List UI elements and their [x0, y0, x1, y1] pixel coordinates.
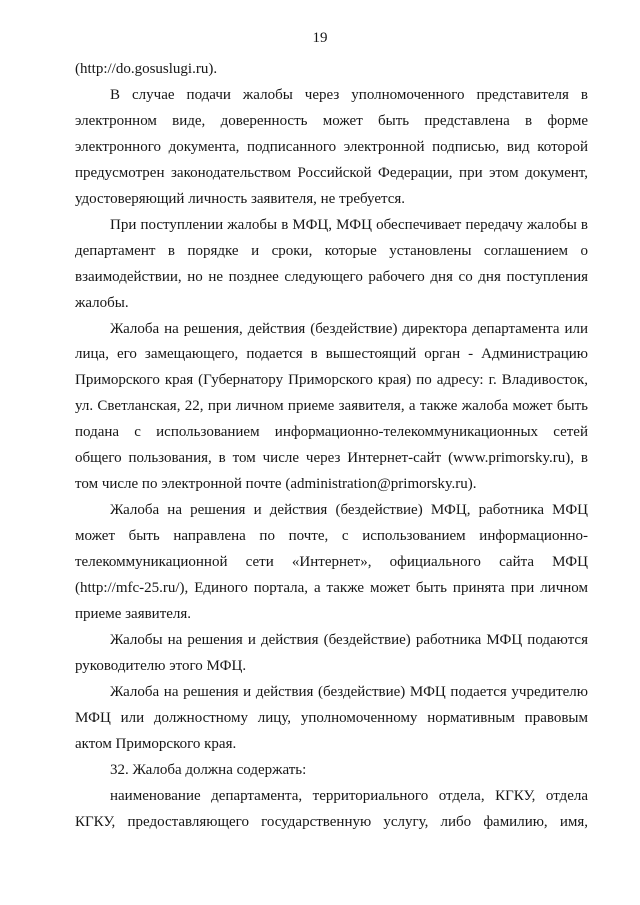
text-line: Жалоба на решения и действия (бездействие) МФЦ подается учредителю [110, 683, 588, 700]
text-line: Жалоба на решения, действия (бездействие) директора департамента или [110, 320, 588, 337]
text-line: подана с использованием информационно-телекоммуникационных сетей [75, 424, 588, 441]
paragraph [75, 83, 588, 213]
document-body [75, 57, 588, 836]
paragraph [75, 758, 588, 784]
text-line: электронном виде, доверенность может быть представлена в форме [75, 112, 588, 129]
paragraph [75, 57, 588, 83]
text-line: приеме заявителя. [75, 606, 192, 623]
page-number: 19 [312, 30, 328, 46]
text-line: 32. Жалоба должна содержать: [110, 761, 307, 778]
paragraph [75, 498, 588, 628]
text-line: жалобы. [75, 294, 129, 311]
text-line: лица, его замещающего, подается в вышестоящий орган - Администрацию [75, 346, 588, 363]
text-line: (http://mfc-25.ru/), Единого портала, а также может быть принята при личном [75, 580, 588, 597]
text-line: руководителю этого МФЦ. [75, 657, 247, 674]
text-line: Жалобы на решения и действия (бездействие) работника МФЦ подаются [110, 631, 588, 648]
text-line: департамент в порядке и сроки, которые установлены соглашением о [75, 242, 588, 259]
text-line: предусмотрен законодательством Российской Федерации, при этом документ, [75, 164, 588, 181]
text-line: Приморского края (Губернатору Приморского края) по адресу: г. Владивосток, [75, 372, 588, 389]
text-line: наименование департамента, территориального отдела, КГКУ, отдела [110, 787, 588, 804]
text-line: В случае подачи жалобы через уполномоченного представителя в [110, 86, 588, 103]
paragraph [75, 628, 588, 680]
paragraph [75, 680, 588, 758]
text-line: КГКУ, предоставляющего государственную услугу, либо фамилию, имя, [75, 813, 588, 830]
text-line: При поступлении жалобы в МФЦ, МФЦ обеспечивает передачу жалобы в [110, 216, 588, 233]
paragraph [75, 317, 588, 499]
text-line: том числе по электронной почте (administration@primorsky.ru). [75, 476, 477, 493]
text-line: общего пользования, в том числе через Интернет-сайт (www.primorsky.ru), в [75, 450, 588, 467]
text-line: Жалоба на решения и действия (бездействие) МФЦ, работника МФЦ [110, 502, 588, 519]
text-line: удостоверяющий личность заявителя, не требуется. [75, 190, 406, 207]
text-line: может быть направлена по почте, с использованием информационно- [75, 528, 588, 545]
paragraph [75, 213, 588, 317]
text-line: взаимодействии, но не позднее следующего рабочего дня со дня поступления [75, 268, 588, 285]
text-line: (http://do.gosuslugi.ru). [75, 61, 218, 77]
text-line: МФЦ или должностному лицу, уполномоченному нормативным правовым [75, 709, 588, 726]
text-line: актом Приморского края. [75, 735, 237, 752]
text-line: телекоммуникационной сети «Интернет», официального сайта МФЦ [75, 554, 588, 571]
text-line: ул. Светланская, 22, при личном приеме заявителя, а также жалоба может быть [75, 398, 588, 415]
paragraph [75, 784, 588, 836]
text-line: электронного документа, подписанного электронной подписью, вид которой [75, 138, 588, 155]
